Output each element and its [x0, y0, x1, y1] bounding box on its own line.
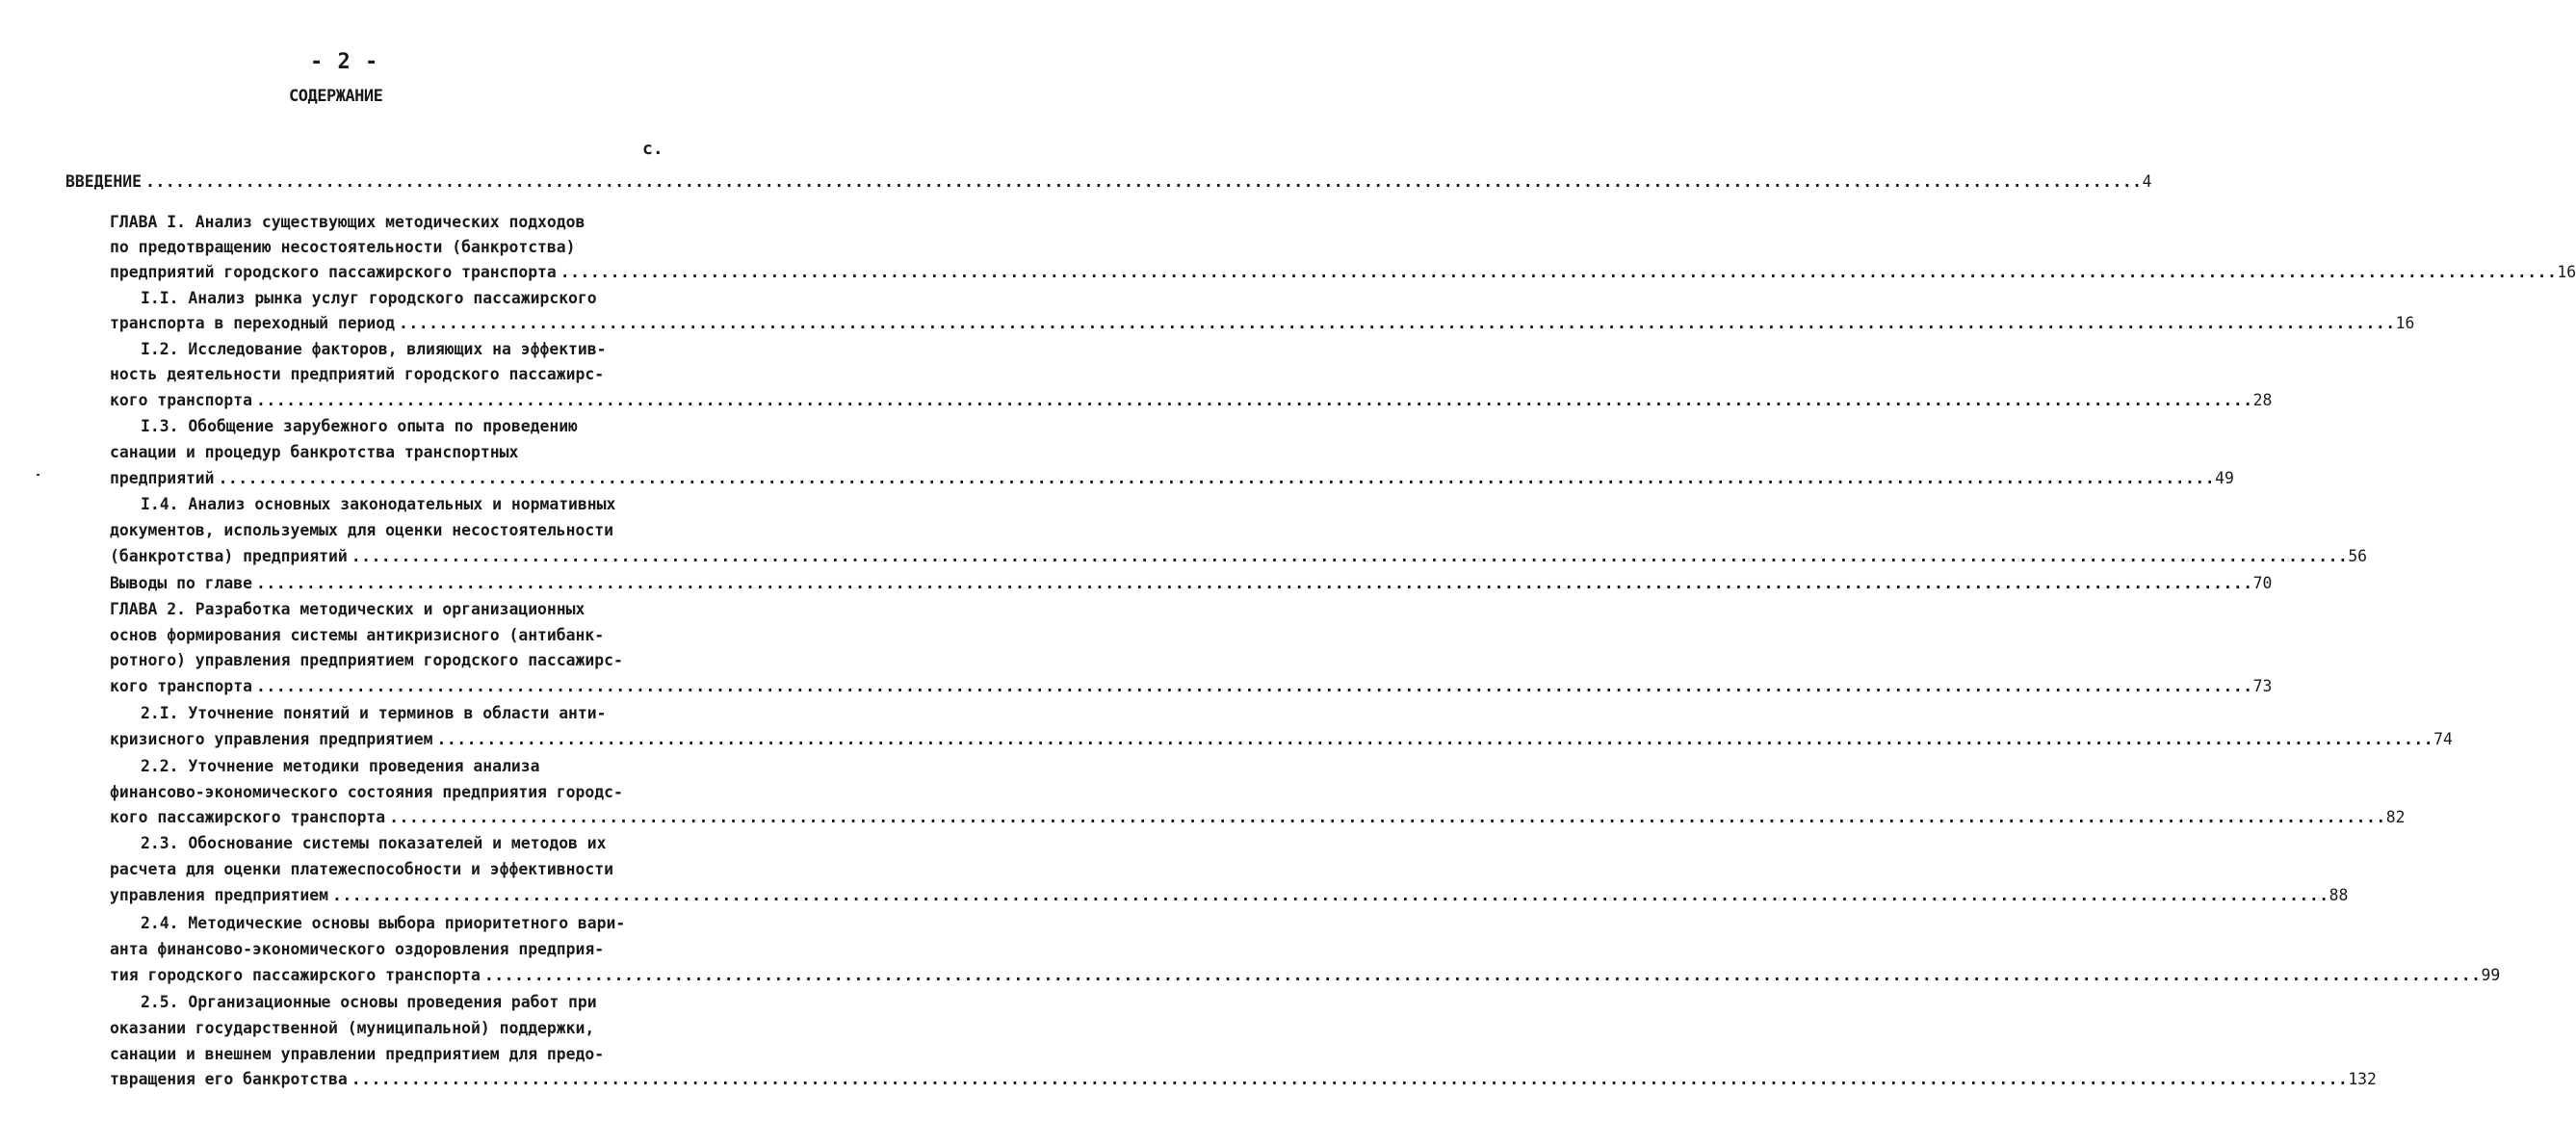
toc-line: I.4. Анализ основных законодательных и нормативных [141, 495, 616, 513]
toc-line: 2.I. Уточнение понятий и терминов в области анти- [141, 704, 607, 722]
dot-leader: ........................................................................................................................................................................................................ [256, 677, 2253, 695]
dot-leader: ........................................................................................................................................................................................................ [218, 469, 2216, 487]
page-column-label: с. [642, 139, 664, 159]
toc-entry-title: предприятий [110, 469, 215, 487]
toc-page-number: 70 [2252, 574, 2273, 592]
toc-line [110, 674, 2273, 699]
toc-page-number: 82 [2385, 808, 2406, 826]
toc-line: ротного) управления предприятием городского пассажирс- [110, 651, 623, 669]
toc-line [110, 883, 2349, 908]
toc-line [65, 169, 2152, 195]
toc-line: по предотвращению несостоятельности (банкротства) [110, 238, 576, 256]
page-title: СОДЕРЖАНИЕ [289, 87, 383, 106]
toc-line: 2.5. Организационные основы проведения работ при [141, 993, 597, 1011]
toc-page-number: 49 [2215, 469, 2234, 487]
toc-entry-title: Выводы по главе [110, 574, 253, 592]
toc-line [110, 1067, 2377, 1092]
toc-page-number: 132 [2348, 1070, 2377, 1088]
toc-line [110, 544, 2368, 569]
toc-line: 2.2. Уточнение методики проведения анализа [141, 757, 540, 775]
toc-line [110, 727, 2453, 752]
dot-leader: ........................................................................................................................................................................................................ [256, 574, 2253, 592]
toc-line: расчета для оценки платежеспособности и эффективности [110, 860, 614, 878]
dot-leader: ........................................................................................................................................................................................................ [436, 730, 2434, 748]
toc-line [110, 388, 2273, 413]
toc-line: I.I. Анализ рынка услуг городского пассажирского [141, 289, 597, 307]
toc-line: ность деятельности предприятий городского пассажирс- [110, 365, 605, 383]
toc-line [110, 260, 2576, 285]
toc-line: санации и процедур банкротства транспортных [110, 443, 519, 461]
toc-entry-title: предприятий городского пассажирского транспорта [110, 263, 557, 281]
toc-entry-title: кого пассажирского транспорта [110, 808, 386, 826]
toc-line: документов, используемых для оценки несостоятельности [110, 521, 614, 539]
toc-line: ГЛАВА I. Анализ существующих методических подходов [110, 213, 585, 231]
dot-leader: ........................................................................................................................................................................................................ [483, 966, 2482, 984]
toc-line: анта финансово-экономического оздоровления предприя- [110, 940, 605, 958]
dot-leader: ........................................................................................................................................................................................................ [559, 263, 2558, 281]
toc-line: 2.4. Методические основы выбора приоритетного вари- [141, 914, 626, 932]
toc-entry-title: транспорта в переходный период [110, 314, 396, 332]
toc-line [110, 963, 2501, 988]
toc-page-number: 56 [2348, 547, 2368, 565]
toc-line: финансово-экономического состояния предприятия городс- [110, 783, 623, 801]
toc-entry-title: кого транспорта [110, 391, 253, 409]
toc-line: ГЛАВА 2. Разработка методических и организационных [110, 600, 585, 618]
toc-line: оказании государственной (муниципальной) поддержки, [110, 1019, 595, 1037]
toc-page-number: 88 [2329, 886, 2349, 904]
toc-line [110, 805, 2406, 830]
stray-mark [37, 474, 39, 476]
toc-page-number: 4 [2142, 172, 2152, 191]
dot-leader: ........................................................................................................................................................................................................ [144, 172, 2143, 191]
toc-entry-title: твращения его банкротства [110, 1070, 348, 1088]
toc-line: 2.3. Обоснование системы показателей и методов их [141, 834, 607, 852]
dot-leader: ........................................................................................................................................................................................................ [351, 547, 2349, 565]
toc-line: I.3. Обобщение зарубежного опыта по проведению [141, 417, 578, 435]
toc-line [110, 311, 2415, 336]
toc-entry-title: тия городского пассажирского транспорта [110, 966, 481, 984]
dot-leader: ........................................................................................................................................................................................................ [399, 314, 2396, 332]
toc-line: санации и внешнем управлении предприятием для предо- [110, 1045, 605, 1063]
toc-line: I.2. Исследование факторов, влияющих на эффектив- [141, 340, 607, 358]
toc-line [110, 466, 2234, 491]
dot-leader: ........................................................................................................................................................................................................ [331, 886, 2329, 904]
toc-entry-title: кризисного управления предприятием [110, 730, 433, 748]
toc-entry-title: (банкротства) предприятий [110, 547, 348, 565]
dot-leader: ........................................................................................................................................................................................................ [389, 808, 2386, 826]
page-number: - 2 - [310, 50, 379, 74]
toc-page-number: 73 [2252, 677, 2273, 695]
toc-page-number: 16 [2395, 314, 2415, 332]
dot-leader: ........................................................................................................................................................................................................ [256, 391, 2253, 409]
toc-page-number: 74 [2433, 730, 2453, 748]
toc-line: основ формирования системы антикризисного (антибанк- [110, 626, 605, 644]
toc-page-number: 99 [2481, 966, 2501, 984]
dot-leader: ........................................................................................................................................................................................................ [351, 1070, 2349, 1088]
toc-line [110, 571, 2273, 596]
toc-page-number: 16 [2557, 263, 2576, 281]
toc-entry-title: ВВЕДЕНИЕ [65, 172, 142, 191]
toc-entry-title: кого транспорта [110, 677, 253, 695]
toc-page-number: 28 [2252, 391, 2273, 409]
toc-entry-title: управления предприятием [110, 886, 328, 904]
